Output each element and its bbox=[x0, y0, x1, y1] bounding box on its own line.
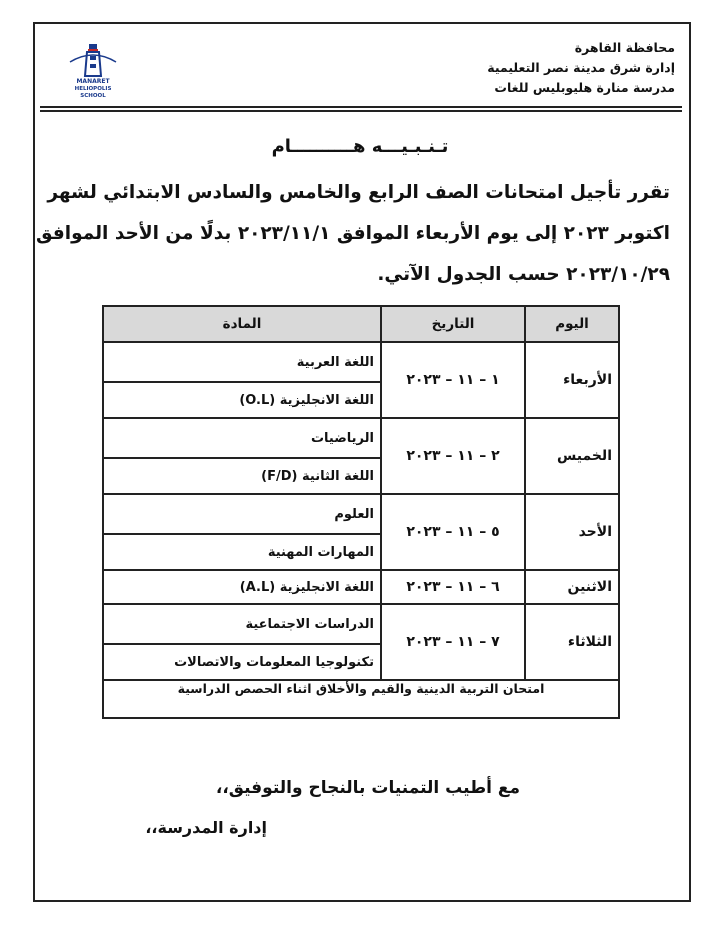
header-block bbox=[487, 38, 675, 98]
day-cell: الأربعاء bbox=[525, 342, 619, 418]
subject-cell: تكنولوجيا المعلومات والاتصالات bbox=[103, 644, 381, 680]
subject-cell: اللغة العربية bbox=[103, 342, 381, 382]
paragraph-line-2: اكتوبر ٢٠٢٣ إلى يوم الأربعاء الموافق ٢٠٢٣/١١/١ بدلًا من الأحد الموافق bbox=[35, 223, 670, 244]
header-divider-bottom bbox=[40, 110, 682, 112]
header-day: اليوم bbox=[525, 306, 619, 342]
subject-cell: الرياضيات bbox=[103, 418, 381, 458]
paragraph-line-1: تقرر تأجيل امتحانات الصف الرابع والخامس والسادس الابتدائي لشهر bbox=[47, 182, 670, 203]
subject-cell: الدراسات الاجتماعية bbox=[103, 604, 381, 644]
table-row bbox=[103, 570, 619, 604]
header-date: التاريخ bbox=[381, 306, 525, 342]
day-cell: الثلاثاء bbox=[525, 604, 619, 680]
school-administration-signature: إدارة المدرسة،، bbox=[145, 818, 267, 837]
exam-schedule-table bbox=[102, 305, 620, 719]
school-name-label: مدرسة منارة هليوبليس للغات bbox=[494, 80, 675, 95]
table-row bbox=[103, 342, 619, 382]
date-cell: ٧ – ١١ – ٢٠٢٣ bbox=[381, 604, 525, 680]
date-cell: ٦ – ١١ – ٢٠٢٣ bbox=[381, 570, 525, 604]
date-cell: ٥ – ١١ – ٢٠٢٣ bbox=[381, 494, 525, 570]
table-row bbox=[103, 494, 619, 534]
day-cell: الخميس bbox=[525, 418, 619, 494]
logo-text-3: SCHOOL bbox=[80, 93, 106, 98]
notice-paragraph bbox=[35, 172, 670, 295]
logo-text-2: HELIOPOLIS bbox=[74, 86, 112, 92]
subject-cell: اللغة الانجليزية (A.L) bbox=[103, 570, 381, 604]
table-row bbox=[103, 418, 619, 458]
table-note-row bbox=[103, 680, 619, 718]
subject-cell: اللغة الانجليزية (O.L) bbox=[103, 382, 381, 418]
date-cell: ٢ – ١١ – ٢٠٢٣ bbox=[381, 418, 525, 494]
day-cell: الاثنين bbox=[525, 570, 619, 604]
logo-text-1: MANARET bbox=[76, 78, 110, 85]
day-cell: الأحد bbox=[525, 494, 619, 570]
governorate-label: محافظة القاهرة bbox=[574, 40, 675, 55]
subject-cell: المهارات المهنية bbox=[103, 534, 381, 570]
subject-cell: العلوم bbox=[103, 494, 381, 534]
directorate-label: إدارة شرق مدينة نصر التعليمية bbox=[487, 60, 675, 75]
subject-cell: اللغة الثانية (F/D) bbox=[103, 458, 381, 494]
header-divider-top bbox=[40, 106, 682, 108]
notice-title: تـنـبـيـــه هــــــــــام bbox=[271, 136, 449, 157]
header-subject: المادة bbox=[103, 306, 381, 342]
date-cell: ١ – ١١ – ٢٠٢٣ bbox=[381, 342, 525, 418]
paragraph-line-3: ٢٠٢٣/١٠/٢٩ حسب الجدول الآتي. bbox=[377, 264, 670, 285]
school-logo bbox=[52, 42, 134, 98]
table-row bbox=[103, 604, 619, 644]
table-header-row bbox=[103, 306, 619, 342]
closing-wishes: مع أطيب التمنيات بالنجاح والتوفيق،، bbox=[215, 778, 520, 798]
religion-exam-note: امتحان التربية الدينية والقيم والأخلاق اثناء الحصص الدراسية bbox=[103, 680, 619, 718]
